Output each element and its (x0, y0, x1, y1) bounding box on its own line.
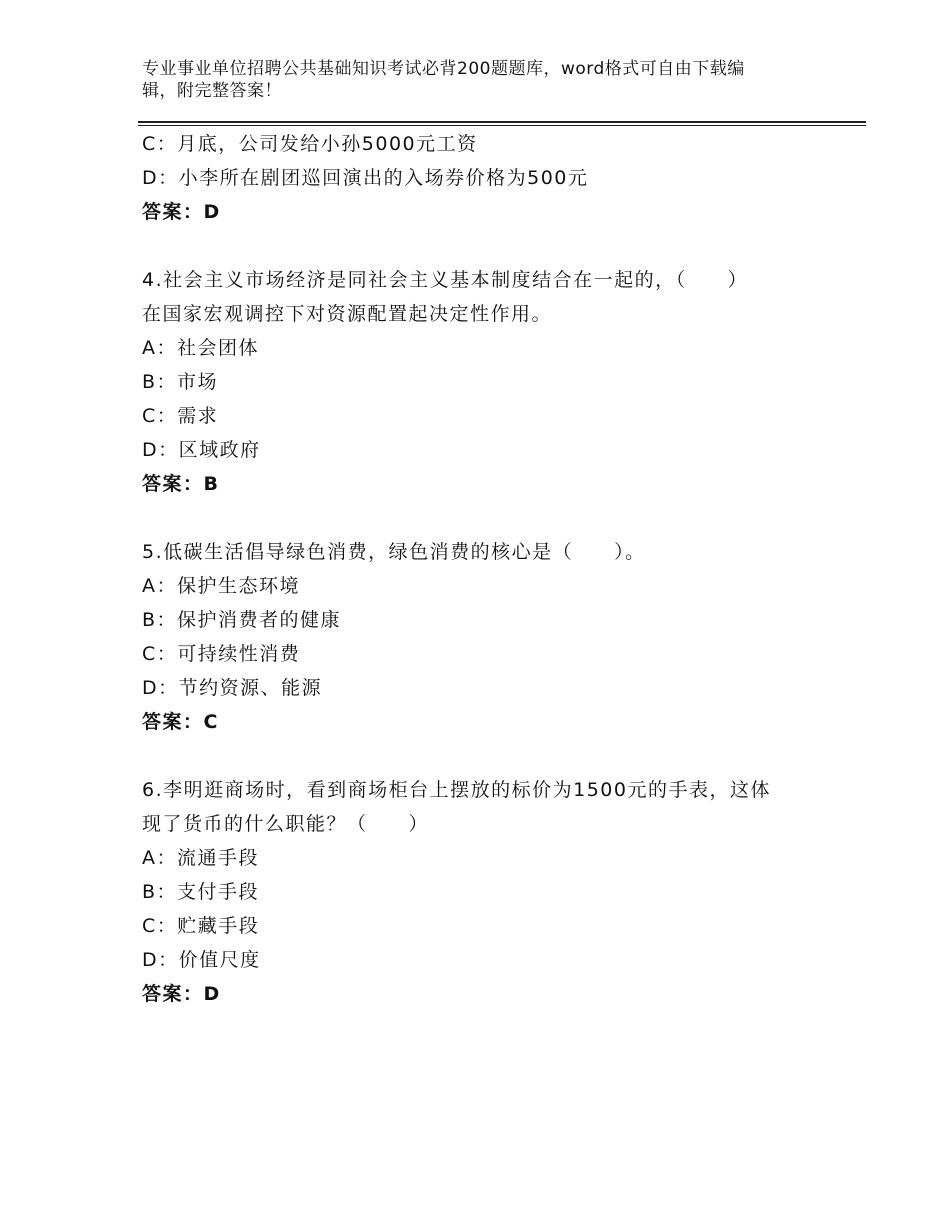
option-c: C：可持续性消费 (142, 643, 301, 665)
question-stem-line: 在国家宏观调控下对资源配置起决定性作用。 (142, 303, 553, 325)
answer-label: 答案：D (142, 201, 221, 223)
option-b: B：支付手段 (142, 881, 260, 903)
option-d: D：区域政府 (142, 439, 261, 461)
option-b: B：保护消费者的健康 (142, 609, 342, 631)
option-d: D：节约资源、能源 (142, 677, 323, 699)
option-c: C：需求 (142, 405, 219, 427)
question-list (142, 127, 862, 1011)
option-c: C：月底，公司发给小孙5000元工资 (142, 133, 478, 155)
question-block-4 (142, 263, 862, 501)
option-a: A：保护生态环境 (142, 575, 300, 597)
option-c: C：贮藏手段 (142, 915, 260, 937)
spacer (142, 501, 862, 535)
option-d: D：价值尺度 (142, 949, 261, 971)
question-stem-line: 6.李明逛商场时，看到商场柜台上摆放的标价为1500元的手表，这体 (142, 779, 771, 801)
page-header (142, 58, 792, 102)
question-stem-line: 现了货币的什么职能？（ ） (142, 813, 430, 835)
question-block-prev (142, 127, 862, 229)
spacer (142, 739, 862, 773)
question-stem-line: 4.社会主义市场经济是同社会主义基本制度结合在一起的，（ ） (142, 269, 749, 291)
header-divider-thick (138, 121, 866, 123)
option-b: B：市场 (142, 371, 219, 393)
header-line-2: 辑，附完整答案！ (142, 81, 282, 101)
answer-label: 答案：B (142, 473, 220, 495)
question-block-5 (142, 535, 862, 739)
option-d: D：小李所在剧团巡回演出的入场券价格为500元 (142, 167, 589, 189)
question-block-6 (142, 773, 862, 1011)
answer-label: 答案：C (142, 711, 219, 733)
answer-label: 答案：D (142, 983, 221, 1005)
header-line-1: 专业事业单位招聘公共基础知识考试必背200题题库，word格式可自由下载编 (142, 59, 745, 79)
question-stem-line: 5.低碳生活倡导绿色消费，绿色消费的核心是（ ）。 (142, 541, 646, 563)
option-a: A：社会团体 (142, 337, 259, 359)
header-divider-thin (138, 125, 866, 126)
option-a: A：流通手段 (142, 847, 259, 869)
spacer (142, 229, 862, 263)
